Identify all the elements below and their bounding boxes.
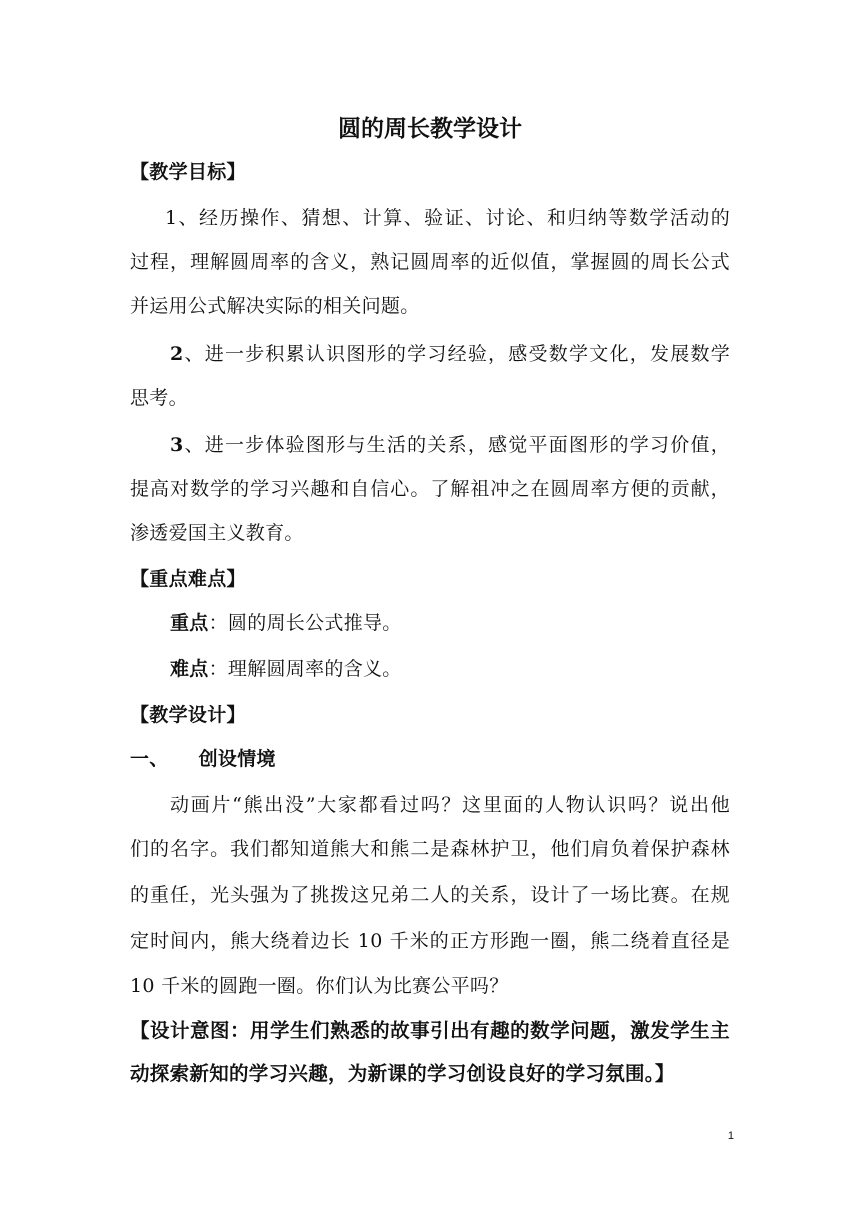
goal-2-line-2: 思考。: [130, 387, 188, 409]
heading-teaching-goals: 【教学目标】: [130, 161, 246, 183]
section-1-heading: [130, 747, 730, 771]
story-line-3: 的重任，光头强为了挑拨这兄弟二人的关系，设计了一场比赛。在规: [130, 884, 730, 906]
story-line-1: 动画片“熊出没”大家都看过吗？这里面的人物认识吗？说出他: [170, 794, 730, 816]
goal-3-line-1: [170, 433, 730, 457]
goal-3-text: 、进一步体验图形与生活的关系，感觉平面图形的学习价值，: [183, 434, 730, 456]
goal-1-line-1: 1、经历操作、猜想、计算、验证、讨论、和归纳等数学活动的: [165, 207, 730, 229]
goal-1-line-2: 过程，理解圆周率的含义，熟记圆周率的近似值，掌握圆的周长公式: [130, 251, 730, 273]
design-intent-line-2: 动探索新知的学习兴趣，为新课的学习创设良好的学习氛围。】: [130, 1062, 675, 1085]
difficult-point-text: ：理解圆周率的含义。: [208, 658, 402, 680]
goal-2-number: 2: [170, 343, 184, 365]
difficult-point: [170, 657, 730, 681]
goal-3-line-2: 提高对数学的学习兴趣和自信心。了解祖冲之在圆周率方便的贡献，: [130, 478, 730, 500]
heading-teaching-design: 【教学设计】: [130, 704, 246, 726]
section-1-number: 一、: [130, 748, 169, 770]
section-1-title: 创设情境: [198, 748, 276, 770]
story-line-4: 定时间内，熊大绕着边长 10 千米的正方形跑一圈，熊二绕着直径是: [130, 930, 730, 952]
goal-2-line-1: [170, 342, 730, 366]
goal-3-number: 3: [170, 434, 184, 456]
difficult-point-label: 难点: [170, 658, 209, 680]
page-number: 1: [727, 1130, 734, 1142]
goal-2-text: 、进一步积累认识图形的学习经验，感受数学文化，发展数学: [183, 343, 730, 365]
goal-1-line-3: 并运用公式解决实际的相关问题。: [130, 295, 420, 317]
design-intent-line-1: 【设计意图：用学生们熟悉的故事引出有趣的数学问题，激发学生主: [130, 1019, 730, 1042]
story-line-2: 们的名字。我们都知道熊大和熊二是森林护卫，他们肩负着保护森林: [130, 838, 730, 860]
document-title: 圆的周长教学设计: [338, 115, 522, 142]
key-point-text: ：圆的周长公式推导。: [208, 612, 402, 634]
goal-3-line-3: 渗透爱国主义教育。: [130, 522, 304, 544]
story-line-5: 10 千米的圆跑一圈。你们认为比赛公平吗？: [130, 975, 509, 997]
key-point-label: 重点: [170, 612, 209, 634]
heading-key-points: 【重点难点】: [130, 568, 246, 590]
key-point: [170, 611, 730, 635]
